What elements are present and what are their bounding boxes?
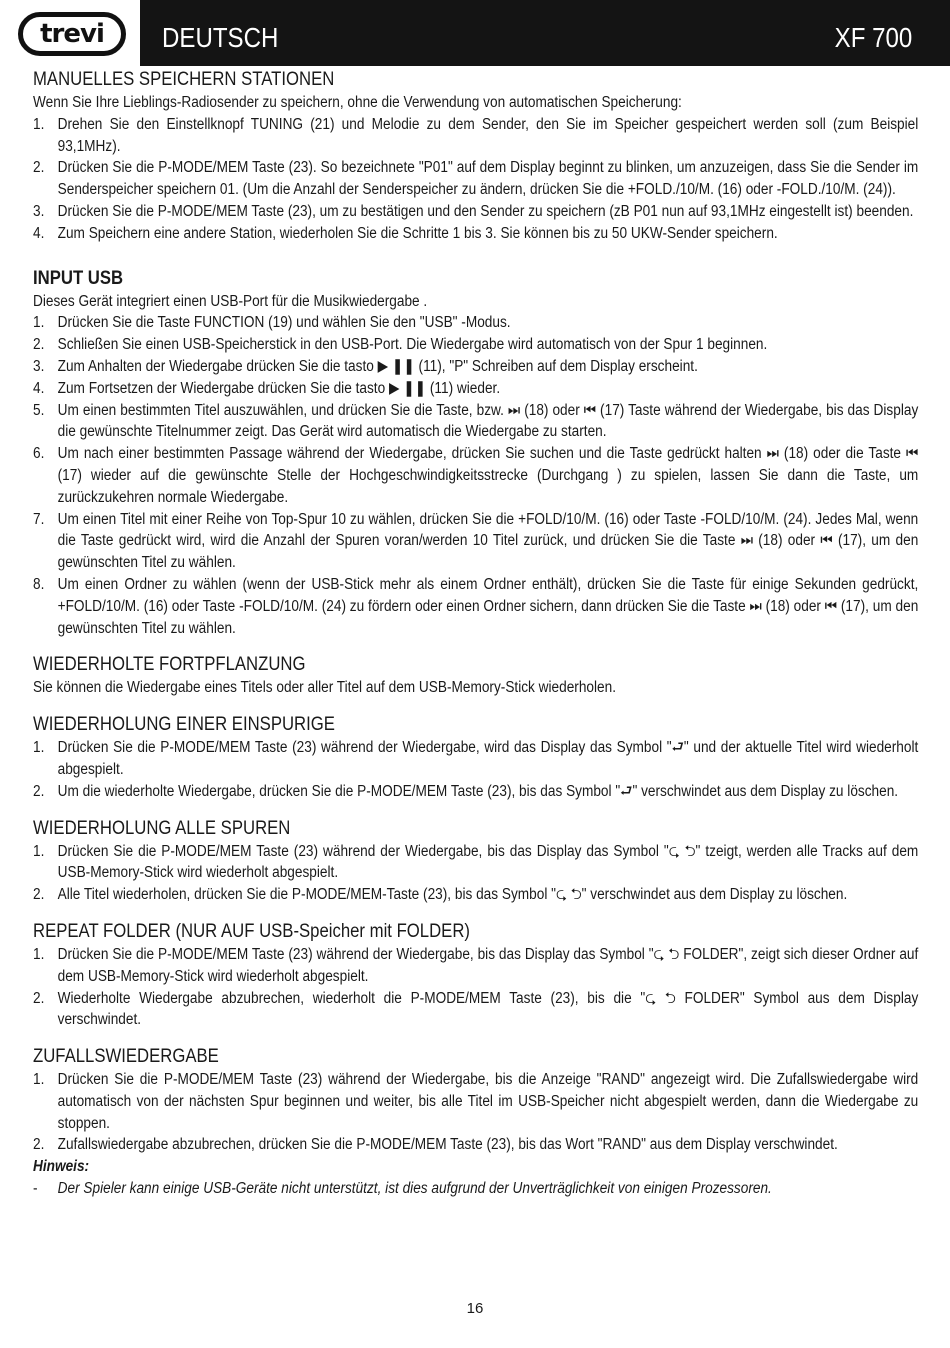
- section-1: [33, 267, 918, 640]
- list-item: [33, 312, 918, 334]
- list-item: [33, 841, 918, 885]
- section-title: WIEDERHOLTE FORTPFLANZUNG: [33, 654, 306, 676]
- list-number: 2.: [33, 782, 45, 800]
- list-item: [33, 737, 918, 781]
- list-item: [33, 781, 918, 803]
- list-item-text: Drehen Sie den Einstellknopf TUNING (21) und Melodie zu dem Sender, den Sie im Speicher gespeichert werden soll (zum Beispiel 93,1MHz).: [57, 115, 919, 155]
- list-number: 1.: [33, 115, 45, 133]
- list-number: 1.: [33, 314, 45, 332]
- numbered-list: [33, 737, 918, 802]
- list-number: 5.: [33, 401, 45, 419]
- note-block: [33, 1156, 918, 1200]
- section-intro: Dieses Gerät integriert einen USB-Port für die Musikwiedergabe .: [33, 292, 428, 310]
- list-number: 2.: [33, 1136, 45, 1154]
- list-number: 3.: [33, 357, 45, 375]
- list-number: 3.: [33, 202, 45, 220]
- list-item: [33, 574, 918, 639]
- list-number: 1.: [33, 945, 45, 963]
- language-label: DEUTSCH: [162, 22, 279, 53]
- numbered-list: [33, 1069, 918, 1156]
- section-title: MANUELLES SPEICHERN STATIONEN: [33, 69, 335, 90]
- list-item: [33, 443, 918, 508]
- list-number: 6.: [33, 445, 45, 463]
- numbered-list: [33, 944, 918, 1031]
- document-body: [33, 68, 918, 1200]
- list-item-text: Zufallswiedergabe abzubrechen, drücken Sie die P-MODE/MEM Taste (23), bis das Wort "RAND" aus dem Display verschwindet.: [57, 1136, 838, 1154]
- list-item: [33, 356, 918, 378]
- list-item: [33, 334, 918, 356]
- section-4: [33, 817, 918, 906]
- list-number: 8.: [33, 575, 45, 593]
- list-item-text: Zum Speichern eine andere Station, wiederholen Sie die Schritte 1 bis 3. Sie können bis zu 50 UKW-Sender speichern.: [57, 224, 778, 242]
- list-item: [33, 884, 918, 906]
- list-item-text: Drücken Sie die P-MODE/MEM Taste (23) während der Wiedergabe, wird das Display das Symbol "⮐" und der aktuelle Titel wird wiederholt abgespielt.: [57, 739, 919, 778]
- section-6: [33, 1045, 918, 1156]
- numbered-list: [33, 841, 918, 906]
- note-title: Hinweis:: [33, 1158, 90, 1176]
- section-2: [33, 653, 918, 699]
- section-5: [33, 920, 918, 1031]
- list-number: 4.: [33, 379, 45, 397]
- list-item: [33, 509, 918, 574]
- list-number: 2.: [33, 989, 45, 1007]
- list-item-text: Wiederholte Wiedergabe abzubrechen, wiederholt die P-MODE/MEM Taste (23), bis die "⮎ ⮌ FOLDER" Symbol aus dem Display verschwindet.: [57, 989, 919, 1029]
- list-item: [33, 1069, 918, 1134]
- section-intro: Wenn Sie Ihre Lieblings-Radiosender zu speichern, ohne die Verwendung von automatischen Speicherung:: [33, 94, 682, 111]
- list-number: 2.: [33, 159, 45, 177]
- numbered-list: [33, 114, 918, 245]
- page-number: 16: [466, 1300, 484, 1317]
- sections-container: [33, 68, 918, 1200]
- list-item: [33, 114, 918, 158]
- list-item-text: Um die wiederholte Wiedergabe, drücken Sie die P-MODE/MEM Taste (23), bis das Symbol "⮐" verschwindet aus dem Display zu löschen.: [57, 782, 899, 800]
- list-item-text: Um einen Titel mit einer Reihe von Top-Spur 10 zu wählen, drücken Sie die +FOLD/10/M. (16) oder Taste -FOLD/10/M. (24). Jedes Mal, wenn die Taste gedrückt wird, wird die Anzahl der Spuren voran/werden 10 Titel zurück, und drücken Sie die Taste ⏭ (18) oder ⏮ (17), um den gewünschten Titel zu wählen.: [57, 510, 919, 572]
- section-3: [33, 713, 918, 802]
- list-item-text: Schließen Sie einen USB-Speicherstick in den USB-Port. Die Wiedergabe wird automatisch von der Spur 1 beginnen.: [57, 336, 768, 354]
- list-item: [33, 1134, 918, 1156]
- section-title: ZUFALLSWIEDERGABE: [33, 1046, 219, 1068]
- list-item: [33, 223, 918, 245]
- section-title: WIEDERHOLUNG EINER EINSPURIGE: [33, 714, 335, 736]
- list-item-text: Zum Fortsetzen der Wiedergabe drücken Sie die tasto ▶ ❚❚ (11) wieder.: [57, 379, 501, 397]
- list-item-text: Drücken Sie die P-MODE/MEM Taste (23) während der Wiedergabe, bis das Display das Symbol "⮎ ⮌" tzeigt, werden alle Tracks auf dem USB-Memory-Stick wird wiederholt abgespielt.: [57, 842, 919, 882]
- page-header: [0, 0, 950, 66]
- list-item: [33, 400, 918, 444]
- list-number: 4.: [33, 224, 45, 242]
- list-item: [33, 201, 918, 223]
- list-item-text: Drücken Sie die P-MODE/MEM Taste (23), um zu bestätigen und den Sender zu speichern (zB P01 nun auf 93,1MHz eingestellt ist) beenden.: [57, 202, 914, 220]
- list-number: 7.: [33, 510, 45, 528]
- list-item-text: Drücken Sie die P-MODE/MEM Taste (23) während der Wiedergabe, bis das Display das Symbol "⮎ ⮌ FOLDER", zeigt sich dieser Ordner auf dem USB-Memory-Stick wird wiederholt abgespielt.: [57, 945, 919, 985]
- list-item: [33, 944, 918, 988]
- list-item: [33, 378, 918, 400]
- header-bar: [140, 0, 950, 66]
- list-number: 2.: [33, 886, 45, 904]
- trevi-logo: trevi: [18, 12, 126, 56]
- list-item-text: Zum Anhalten der Wiedergabe drücken Sie die tasto ▶ ❚❚ (11), "P" Schreiben auf dem Display erscheint.: [57, 357, 698, 375]
- list-number: 2.: [33, 336, 45, 354]
- model-label: XF 700: [834, 22, 912, 53]
- list-item-text: Drücken Sie die P-MODE/MEM Taste (23) während der Wiedergabe, bis die Anzeige "RAND" angezeigt wird. Die Zufallswiedergabe wird automatisch von der nächsten Spur beginnen und weiter, bis alle Titel im USB-Speicher nicht abgespielt werden, dann die Wiedergabe zu stoppen.: [57, 1071, 919, 1132]
- note-item: [33, 1178, 918, 1200]
- list-number: 1.: [33, 1071, 45, 1089]
- list-item-text: Um einen bestimmten Titel auszuwählen, und drücken Sie die Taste, bzw. ⏭ (18) oder ⏮ (17) Taste während der Wiedergabe, bis das Display die gewünschte Titelnummer zeigt. Das Gerät wird automatisch die Wiedergabe zu starten.: [57, 401, 919, 441]
- list-item-text: Drücken Sie die Taste FUNCTION (19) und wählen Sie den "USB" -Modus.: [57, 314, 511, 332]
- section-0: [33, 68, 918, 245]
- list-item: [33, 988, 918, 1032]
- list-number: 1.: [33, 739, 45, 757]
- list-number: 1.: [33, 842, 45, 860]
- numbered-list: [33, 312, 918, 639]
- list-item-text: Drücken Sie die P-MODE/MEM Taste (23). So bezeichnete "P01" auf dem Display beginnt zu blinken, um anzuzeigen, dass Sie die Sender im Senderspeicher speichern 01. (Um die Anzahl der Senderspeicher zu ändern, drücken Sie die +FOLD./10/M. (16) oder -FOLD./10/M. (24)).: [57, 159, 919, 199]
- note-text: Der Spieler kann einige USB-Geräte nicht unterstützt, ist dies aufgrund der Unverträglichkeit von einigen Prozessoren.: [57, 1180, 772, 1198]
- section-title: REPEAT FOLDER (NUR AUF USB-Speicher mit FOLDER): [33, 920, 470, 942]
- list-item-text: Um nach einer bestimmten Passage während der Wiedergabe, drücken Sie suchen und die Taste gedrückt halten ⏭ (18) oder die Taste ⏮ (17) wieder auf die gewünschte Stelle der Hochgeschwindigkeitsstrecke (Durchgang ) zu spielen, lassen Sie dann die Taste, um zurückzukehren normale Wiedergabe.: [57, 445, 919, 506]
- list-item-text: Alle Titel wiederholen, drücken Sie die P-MODE/MEM-Taste (23), bis das Symbol "⮎ ⮌" verschwindet aus dem Display zu löschen.: [57, 886, 848, 904]
- note-marker: -: [33, 1180, 38, 1198]
- section-title: INPUT USB: [33, 267, 124, 289]
- logo-area: [0, 0, 140, 66]
- list-item: [33, 157, 918, 201]
- section-title: WIEDERHOLUNG ALLE SPUREN: [33, 817, 291, 839]
- section-intro: Sie können die Wiedergabe eines Titels oder aller Titel auf dem USB-Memory-Stick wiederholen.: [33, 679, 617, 697]
- list-item-text: Um einen Ordner zu wählen (wenn der USB-Stick mehr als einem Ordner enthält), drücken Sie die Taste für einige Sekunden gedrückt, +FOLD/10/M. (16) oder Taste -FOLD/10/M. (24) zu fördern oder einen Ordner sichern, dann drücken Sie die Taste ⏭ (18) oder ⏮ (17), um den gewünschten Titel zu wählen.: [57, 575, 919, 637]
